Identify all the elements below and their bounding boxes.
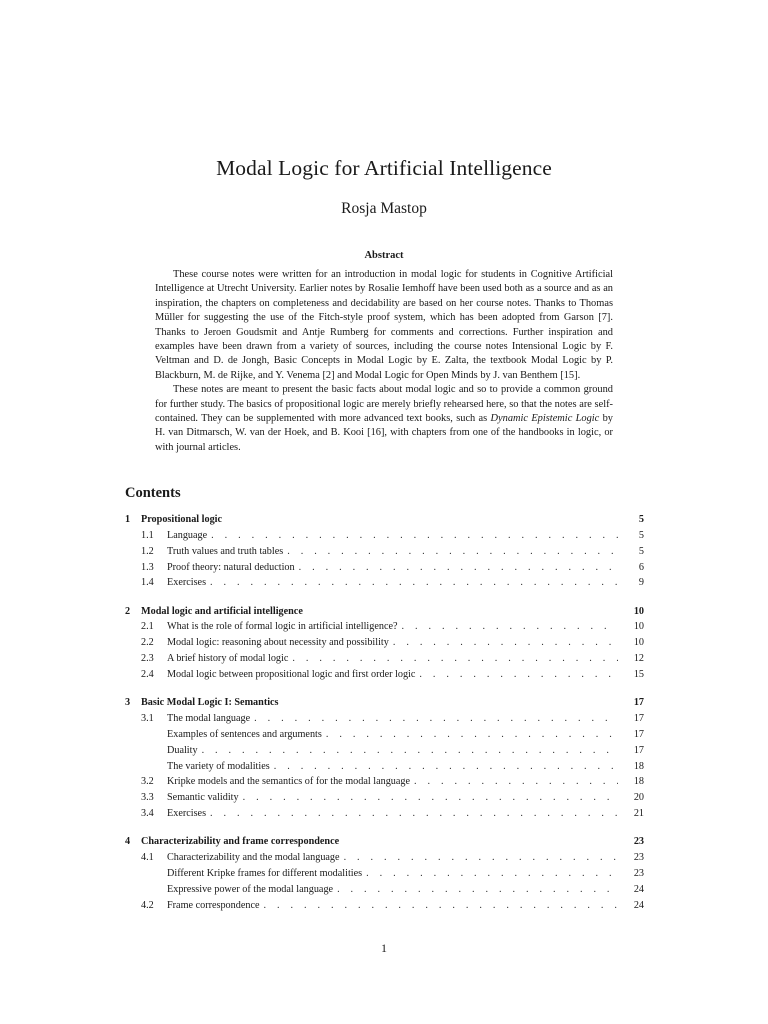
toc-entry-page: 10	[633, 637, 644, 649]
toc-dot-leader	[264, 900, 619, 911]
toc-chapter-title: Characterizability and frame correspondence	[141, 836, 340, 848]
toc-dot-leader	[202, 745, 618, 756]
toc-chapter-page: 5	[638, 514, 644, 525]
toc-entry[interactable]	[125, 577, 644, 593]
toc-entry-page: 5	[638, 529, 644, 541]
toc-chapter-number: 2	[125, 605, 131, 617]
toc-entry-title: Examples of sentences and arguments	[167, 728, 322, 740]
paper-title: Modal Logic for Artificial Intelligence	[216, 156, 552, 180]
toc-entry-number: 2.4	[141, 668, 154, 680]
toc-entry-number: 3.4	[141, 808, 154, 820]
toc-entry[interactable]	[125, 729, 644, 745]
toc-entry-page: 10	[633, 621, 644, 633]
toc-entry-number: 3.3	[141, 792, 154, 804]
toc-entry-title: Modal logic: reasoning about necessity and possibility	[167, 637, 389, 649]
toc-entry[interactable]	[125, 621, 644, 637]
abstract-paragraph-2	[155, 383, 613, 455]
toc-entry-page: 18	[633, 760, 644, 772]
toc-entry[interactable]	[125, 713, 644, 729]
toc-entry-number: 2.2	[141, 637, 154, 649]
toc-dot-leader	[287, 546, 618, 557]
toc-entry-title: Semantic validity	[167, 792, 239, 804]
toc-entry-title: A brief history of modal logic	[167, 653, 289, 665]
toc-entry-number: 3.2	[141, 776, 154, 788]
toc-chapter-number: 3	[125, 697, 131, 709]
toc-entry-page: 18	[633, 776, 644, 788]
toc-entry-number: 4.2	[141, 899, 154, 911]
toc-dot-leader	[210, 808, 618, 819]
toc-entry-number: 1.4	[141, 577, 154, 589]
toc-entry-title: Truth values and truth tables	[167, 545, 284, 557]
toc-chapter-entry[interactable]	[125, 606, 644, 622]
toc-entry[interactable]	[125, 868, 644, 884]
toc-section	[125, 606, 644, 685]
toc-entry[interactable]	[125, 745, 644, 761]
toc-entry-page: 15	[633, 668, 644, 680]
toc-entry-title: Language	[167, 529, 208, 541]
toc-chapter-number: 1	[125, 514, 131, 525]
toc-dot-leader	[211, 530, 618, 541]
toc-dot-leader	[414, 776, 618, 787]
toc-entry[interactable]	[125, 653, 644, 669]
contents-heading: Contents	[125, 485, 181, 501]
toc-entry[interactable]	[125, 852, 644, 868]
toc-chapter-entry[interactable]	[125, 836, 644, 852]
abstract-paragraph-1: These course notes were written for an introduction in modal logic for students in Cognitive Artificial Intelligence at Utrecht University. Earlier notes by Rosalie Iemhoff have been used both as a source and as an inspiration, the chapters on completeness and decidability are based on her course notes. Thanks to Thomas Müller for suggesting the use of the Fitch-style proof system, which has been adopted from Garson [7]. Thanks to Jeroen Goudsmit and Antje Rumberg for comments and corrections. Further inspiration and examples have been drawn from a variety of sources, including the course notes Intensional Logic by F. Veltman and D. de Jongh, Basic Concepts in Modal Logic by E. Zalta, the textbook Modal Logic by P. Blackburn, M. de Rijke, and Y. Venema [2] and Modal Logic for Open Minds by J. van Benthem [15].	[155, 269, 613, 381]
toc-entry-page: 5	[638, 545, 644, 557]
toc-entry[interactable]	[125, 884, 644, 900]
toc-chapter-title: Basic Modal Logic I: Semantics	[141, 697, 279, 709]
toc-entry-number: 4.1	[141, 852, 154, 864]
toc-entry-page: 17	[633, 728, 644, 740]
toc-section	[125, 836, 644, 915]
toc-dot-leader	[344, 852, 618, 863]
toc-entry-page: 20	[633, 792, 644, 804]
toc-dot-leader	[210, 577, 618, 588]
toc-chapter-entry[interactable]	[125, 697, 644, 713]
toc-dot-leader	[274, 761, 618, 772]
toc-chapter-title: Propositional logic	[141, 514, 223, 525]
toc-entry-number: 3.1	[141, 713, 154, 725]
toc-dot-leader	[337, 884, 618, 895]
toc-section	[125, 514, 644, 593]
toc-entry[interactable]	[125, 546, 644, 562]
toc-entry-title: Frame correspondence	[167, 899, 260, 911]
toc-dot-leader	[393, 637, 618, 648]
toc-entry[interactable]	[125, 808, 644, 824]
abstract-paragraph-2-tail: by H. van Ditmarsch, W. van der Hoek, and B. Kooi [16], with chapters from one of the handbooks in logic, or with journal articles.	[155, 413, 613, 453]
toc-chapter-number: 4	[125, 836, 131, 848]
toc-chapter-title: Modal logic and artificial intelligence	[141, 605, 303, 617]
toc-dot-leader	[243, 792, 618, 803]
toc-entry[interactable]	[125, 792, 644, 808]
abstract-body	[155, 268, 613, 455]
toc-entry-title: Proof theory: natural deduction	[167, 561, 295, 573]
toc-section	[125, 697, 644, 824]
toc-entry-title: What is the role of formal logic in artificial intelligence?	[167, 621, 398, 633]
toc-entry-title: Duality	[167, 744, 198, 756]
abstract-paragraph-2-text: These notes are meant to present the basic facts about modal logic and so to provide a common ground for further study. The basics of propositional logic are merely briefly rehearsed here, so that the notes are self-contained. They can be supplemented with more advanced text books, such as	[155, 384, 613, 425]
toc-entry-number: 2.1	[141, 621, 154, 633]
toc-entry-page: 12	[633, 653, 644, 665]
toc-entry-title: Characterizability and the modal language	[167, 852, 340, 864]
toc-chapter-page: 17	[633, 697, 644, 709]
abstract-heading: Abstract	[364, 250, 404, 261]
toc-dot-leader	[292, 653, 618, 664]
toc-entry-page: 17	[633, 744, 644, 756]
toc-entry-page: 6	[638, 561, 644, 573]
toc-entry-number: 1.3	[141, 561, 154, 573]
toc-chapter-page: 23	[633, 836, 644, 848]
author-name: Rosja Mastop	[341, 200, 427, 217]
toc-entry-title: The modal language	[167, 713, 251, 725]
toc-dot-leader	[402, 621, 618, 632]
toc-entry[interactable]	[125, 761, 644, 777]
toc-entry-title: Exercises	[167, 808, 207, 820]
toc-chapter-entry[interactable]	[125, 514, 644, 530]
toc-entry-page: 24	[633, 883, 644, 895]
toc-dot-leader	[326, 729, 618, 740]
toc-entry-title: Expressive power of the modal language	[167, 883, 334, 895]
toc-entry-page: 21	[633, 808, 644, 820]
toc-entry[interactable]	[125, 637, 644, 653]
toc-entry-number: 1.1	[141, 529, 154, 541]
toc-entry-title: Exercises	[167, 577, 207, 589]
toc-entry[interactable]	[125, 562, 644, 578]
toc-entry-number: 2.3	[141, 653, 154, 665]
toc-entry-title: Kripke models and the semantics of for the modal language	[167, 776, 411, 788]
toc-chapter-page: 10	[633, 605, 644, 617]
toc-entry[interactable]	[125, 669, 644, 685]
toc-entry[interactable]	[125, 900, 644, 916]
toc-entry[interactable]	[125, 776, 644, 792]
toc-entry-page: 23	[633, 868, 644, 880]
abstract-book-title: Dynamic Epistemic Logic	[490, 413, 600, 425]
toc-entry-number: 1.2	[141, 545, 154, 557]
toc-entry-page: 9	[638, 577, 644, 589]
toc-dot-leader	[366, 868, 618, 879]
toc-dot-leader	[254, 713, 618, 724]
toc-entry[interactable]	[125, 530, 644, 546]
toc-dot-leader	[299, 562, 618, 573]
toc-entry-page: 23	[633, 852, 644, 864]
toc-dot-leader	[419, 669, 618, 680]
page-number: 1	[381, 941, 387, 955]
toc-entry-page: 17	[633, 713, 644, 725]
toc-entry-title: Different Kripke frames for different modalities	[167, 868, 363, 880]
toc-entry-page: 24	[633, 899, 644, 911]
toc-entry-title: The variety of modalities	[167, 760, 270, 772]
toc-entry-title: Modal logic between propositional logic and first order logic	[167, 668, 416, 680]
table-of-contents	[125, 514, 644, 928]
